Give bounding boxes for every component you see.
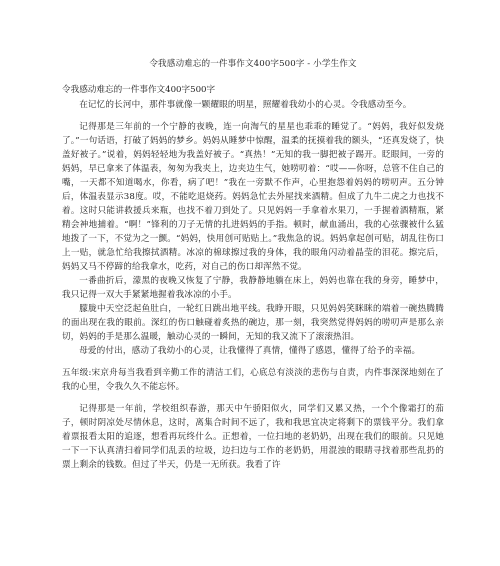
- paragraph-gap: [62, 394, 444, 402]
- paragraph: 记得那是一年前，学校组织春游，那天中午骄阳似火，同学们又累又热，一个个像霜打的茄子，顿时阴凉处尽情休息，这时，离集合时间不远了，我和我思宜决定将剩下的票钱平分。我们拿着票报看太阳的追逐，想看再玩终什么。正想着，一位扫地的老奶奶，出现在我们的眼前。只见她一下一下认真清扫着同学们乱丢的垃圾，边扫边与工作的老奶奶，用混浊的眼睛寻找着那些乱扔的票上剩余的钱数。但过了半天，仍是一无所获。我看了许: [62, 404, 444, 470]
- paragraph: 母爱的付出，感动了我幼小的心灵，让我懂得了真情，懂得了感恩，懂得了给予的幸福。: [79, 346, 421, 356]
- paragraph-gap: [62, 358, 444, 366]
- paragraph: 记得那是三年前的一个宁静的夜晚，连一向淘气的星星也乖乖的睡觉了。“妈妈，我好似发烧了。”一句话语，打破了妈妈的梦乡。妈妈从睡梦中惊醒，温柔的抚摸着我的额头，“还真发烧了，快盖好被子。”说着，妈妈轻轻地为我盖好被子。“真热！”无知的我一脚把被子踢开。眨眼间，一旁的妈妈，早已拿来了体温表，匆匆为我夹上，边夹边生气，她唠叨着：“哎——你呀，总管不住自己的嘴，一天都不知道喝水，你看，病了吧！”我在一旁默不作声，心里抱怨着妈妈的唠叨声。五分钟后，体温表显示38度。哎，不能吃退烧药。妈妈急忙去外屋找来酒精。但成了九牛二虎之力也找不着。这时只能讲救援兵来瓶，也找不着刀到处了。只见妈妈一手拿着水果刀，一手握着酒精瓶，紧精会神地捕着。“啊！”锋利的刀子无情的扎进妈妈的手指。顿时，献血涌出，我的心弦骤被什么猛地拨了一下，不觉为之一颤。“妈妈，快用创可贴贴上。”我焦急的说。妈妈拿起创可贴，胡乱往伤口上一贴，就急忙给我擦拭酒精。冰凉的棉球擦过我的身体，我的眼角闪动着晶莹的泪花。擦完后，妈妈又马不停蹄的给我拿水，吃药，对自己的伤口却浑然不觉。: [62, 122, 444, 272]
- document-title: 令我感动难忘的一件事作文400字500字 - 小学生作文: [149, 59, 357, 69]
- article-heading: 令我感动难忘的一件事作文400字500字: [62, 85, 216, 95]
- paragraph-gap: [62, 112, 444, 120]
- paragraph: 在记忆的长河中，那件事就像一颗耀眼的明星，照耀着我幼小的心灵。令我感动至今。: [79, 100, 412, 110]
- paragraph: 朦胧中天空泛起鱼肚白，一轮红日跳出地平线。我睁开眼，只见妈妈笑眯眯的端着一碗热腾腾的面出现在我的眼前。深红的伤口触碰着炙热的碗边，那一刻，我突然觉得妈妈的唠叨声是那么亲切，妈妈的手是那么温暖，触动心灵的一瞬间，无知的我又流下了滚滚热泪。: [62, 304, 444, 342]
- paragraph: 一番曲折后，濛黑的夜晚又恢复了宁静，我静静地躺在床上，妈妈也靠在我的身旁，睡梦中，我只记得一双大手紧紧地握着我冰凉的小手。: [62, 276, 444, 300]
- section-heading: 五年级:宋京舟每当我看到辛勤工作的清洁工们，心底总有淡淡的悲伤与自责，内件事深深地刻在了我的心里，令我久久不能忘怀。: [62, 368, 444, 392]
